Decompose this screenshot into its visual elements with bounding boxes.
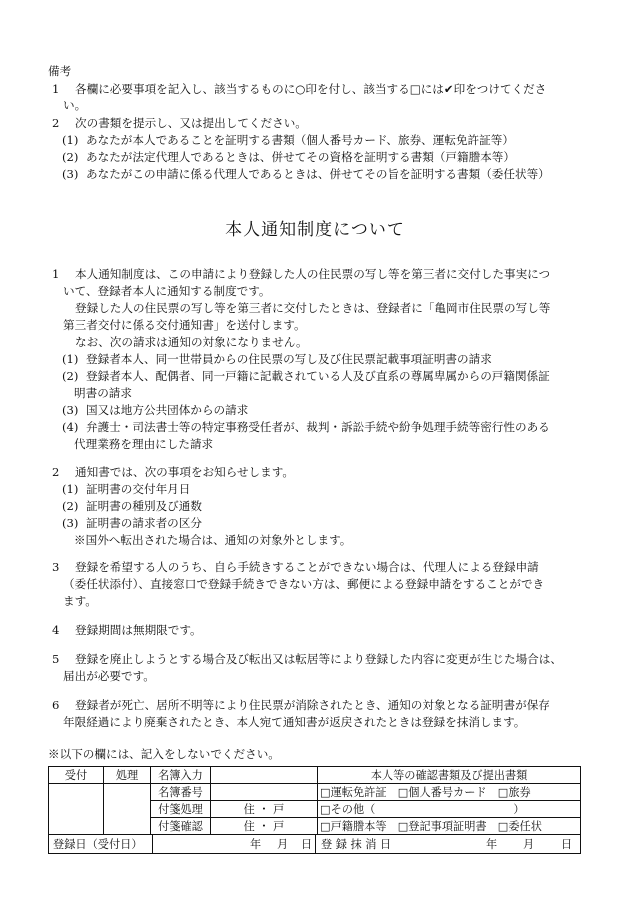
note-2-number: 2 [52,116,60,130]
section-1-item-1-text: 登録者本人、同一世帯員からの住民票の写し及び住民票記載事項証明書の請求 [86,352,492,366]
reg-day-label: 日 [301,838,313,851]
section-3-line: 登録を希望する人のうち、自ら手続きすることができない場合は、代理人による登録申請 [75,560,539,574]
section-4-line: 登録期間は無期限です。 [75,623,202,637]
deletion-date-label: 登 録 抹 消 日 [321,838,392,851]
roster-number-cell [211,784,318,801]
section-1-item-3-number: (3) [62,403,79,417]
section-2-item-1-text: 証明書の交付年月日 [86,482,191,496]
section-6-line: 年限経過により廃棄されたとき、本人宛て通知書が返戻されたときは登録を抹消します。 [63,715,526,729]
section-6-number: 6 [52,698,60,712]
registration-date-label: 登録日（受付日） [53,838,143,851]
note-1-line-1: 各欄に必要事項を記入し、該当するものに○印を付し、該当する□には✔印をつけてくださ [75,82,547,96]
section-1-number: 1 [52,267,60,281]
section-3-line: （委任状添付）、直接窓口で登録手続きできない方は、郵便による登録申請をすることができ [63,577,545,591]
section-1-item-4-text: 代理業務を理由にした請求 [74,437,214,451]
section-2-item-1-number: (1) [62,482,79,496]
section-2-item-3-number: (3) [62,516,79,530]
section-1-line: 登録した人の住民票の写し等を第三者に交付したときは、登録者に「亀岡市住民票の写し等 [75,301,551,315]
section-2-item-2-text: 証明書の種別及び通数 [86,499,202,513]
note-2-item-2-text: あなたが法定代理人であるときは、併せてその資格を証明する書類（戸籍謄本等） [86,150,515,164]
section-2-line: 通知書では、次の事項をお知らせします。 [75,465,295,479]
document-options-row-3: □戸籍謄本等 □登記事項証明書 □委任状 [318,818,581,835]
tag-confirm-label: 付箋確認 [151,818,211,835]
section-1-line: 本人通知制度は、この申請により登録した人の住民票の写し等を第三者に交付した事実につ [75,267,551,281]
processing-header: 処理 [104,767,151,784]
del-day-label: 日 [561,838,573,851]
other-option-close: ） [513,803,525,816]
document-options-row-1: □運転免許証 □個人番号カード □旅券 [318,784,581,801]
roster-entry-label: 名簿入力 [151,767,211,784]
registration-table [48,766,581,854]
table-note: ※以下の欄には、記入をしないでください。 [48,747,280,761]
note-2-item-3-text: あなたがこの申請に係る代理人であるときは、併せてその旨を証明する書類（委任状等） [86,167,550,181]
reception-header: 受付 [49,767,104,784]
processing-cell [104,784,151,835]
tag-processing-label: 付箋処理 [151,801,211,818]
section-1-item-4-number: (4) [62,420,79,434]
note-2-item-3-number: (3) [62,167,79,181]
section-3-number: 3 [52,560,60,574]
note-1-line-2: い。 [63,98,87,112]
section-1-item-3-text: 国又は地方公共団体からの請求 [86,403,249,417]
reg-month-label: 月 [277,838,289,851]
divider [152,835,153,853]
section-1-line: 第三者交付に係る交付通知書」を送付します。 [63,318,306,332]
section-1-line: いて、登録者本人に通知する制度です。 [63,284,271,298]
del-month-label: 月 [523,838,535,851]
documents-header: 本人等の確認書類及び提出書類 [318,767,581,784]
section-5-line: 登録を廃止しようとする場合及び転出又は転居等により登録した内容に変更が生じた場合は、 [75,652,562,666]
section-3-line: ます。 [63,594,97,608]
note-2-line: 次の書類を提示し、又は提出してください。 [75,116,307,130]
divider [315,835,316,853]
section-5-number: 5 [52,652,60,666]
section-1-item-2-text: 登録者本人、配偶者、同一戸籍に記載されている人及び直系の尊属卑属からの戸籍関係証 [86,369,550,383]
date-row [49,835,581,854]
tag-processing-value: 住 ・ 戸 [211,801,318,818]
other-option: □その他（ [320,803,376,816]
section-1-item-2-number: (2) [62,369,79,383]
section-1-line: なお、次の請求は通知の対象になりません。 [75,335,308,349]
note-2-item-1-text: あなたが本人であることを証明する書類（個人番号カード、旅券、運転免許証等） [86,133,514,147]
reg-year-label: 年 [250,838,262,851]
section-6-line: 登録者が死亡、居所不明等により住民票が消除されたとき、通知の対象となる証明書が保存 [75,698,550,712]
tag-confirm-value: 住 ・ 戸 [211,818,318,835]
section-2-note: ※国外へ転出された場合は、通知の対象外とします。 [74,533,352,547]
section-5-line: 届出が必要です。 [63,669,155,683]
section-1-item-4-text: 弁護士・司法書士等の特定事務受任者が、裁判・訴訟手続や紛争処理手続等密行性のある [86,420,550,434]
section-1-item-2-text: 明書の請求 [74,386,132,400]
document-options-row-2 [318,801,581,818]
roster-entry-cell [211,767,318,784]
page-title: 本人通知制度について [225,220,405,240]
note-2-item-1-number: (1) [62,133,79,147]
reception-cell [49,784,104,835]
notes-heading: 備考 [48,64,72,78]
note-1-number: 1 [52,82,60,96]
section-4-number: 4 [52,623,60,637]
section-2-item-3-text: 証明書の請求者の区分 [86,516,202,530]
section-2-number: 2 [52,465,60,479]
section-2-item-2-number: (2) [62,499,79,513]
note-2-item-2-number: (2) [62,150,79,164]
section-1-item-1-number: (1) [62,352,79,366]
roster-number-label: 名簿番号 [151,784,211,801]
del-year-label: 年 [486,838,498,851]
